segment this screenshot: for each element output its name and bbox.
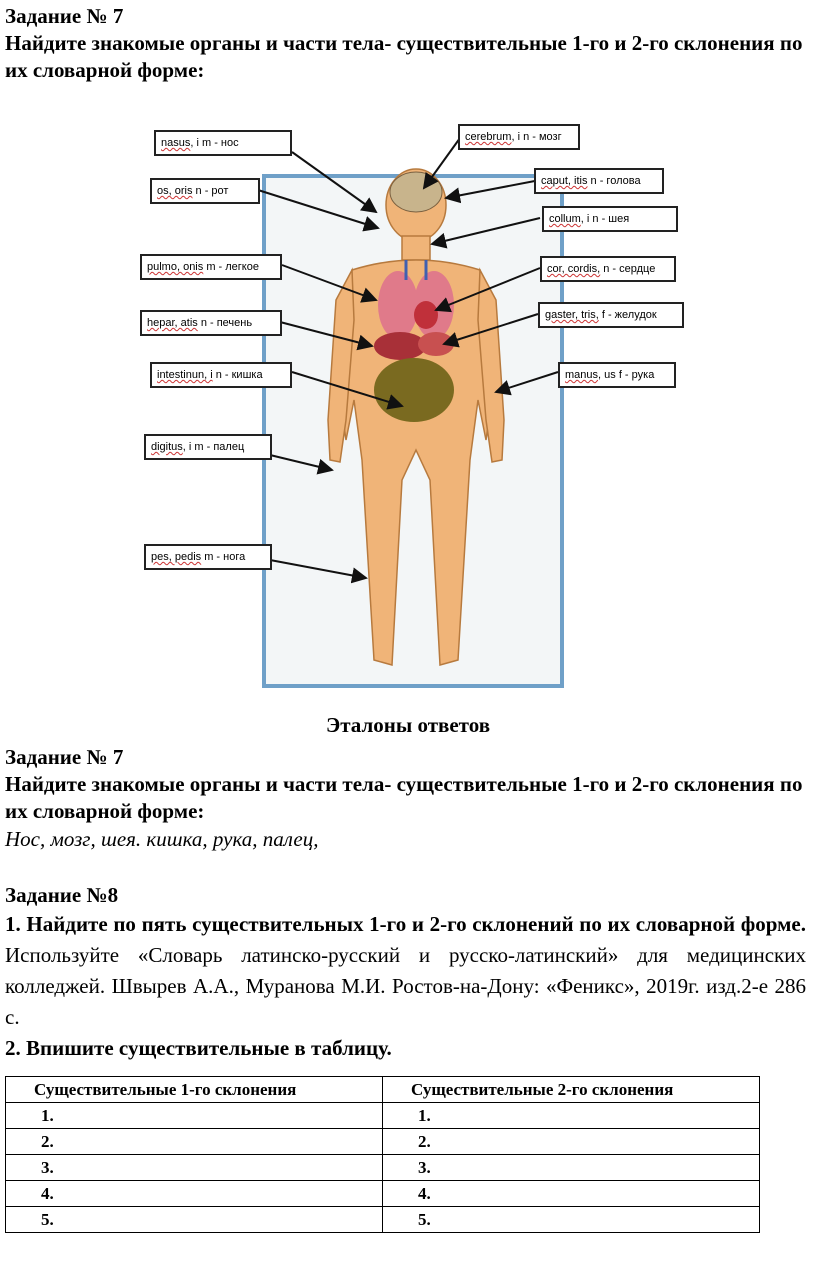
intestines — [374, 358, 454, 422]
body-organs-figure — [140, 100, 700, 690]
task8-item1-bold: 1. Найдите по пять существительных 1-го и 2-го склонений по их словарной форме. — [5, 912, 806, 936]
table-cell[interactable]: 1. — [383, 1103, 760, 1129]
task8-item2: 2. Впишите существительные в таблицу. — [5, 1036, 392, 1060]
table-row — [6, 1207, 760, 1233]
answers-text: Нос, мозг, шея. кишка, рука, палец, — [5, 827, 319, 851]
table-cell[interactable]: 5. — [6, 1207, 383, 1233]
table-cell[interactable]: 1. — [6, 1103, 383, 1129]
brain — [390, 172, 442, 212]
label-os: os, oris n - рот — [150, 178, 260, 204]
table-row — [6, 1181, 760, 1207]
label-caput: caput, itis n - голова — [534, 168, 664, 194]
label-intestinum: intestinun, i n - кишка — [150, 362, 292, 388]
answer-table — [5, 1076, 760, 1233]
label-pulmo: pulmo, onis m - легкое — [140, 254, 282, 280]
label-digitus: digitus, i m - палец — [144, 434, 272, 460]
table-row — [6, 1103, 760, 1129]
answers-heading: Эталоны ответов — [325, 713, 491, 737]
label-cerebrum: cerebrum, i n - мозг — [458, 124, 580, 150]
table-row — [6, 1129, 760, 1155]
task8-section — [5, 882, 806, 1062]
label-collum: collum, i n - шея — [542, 206, 678, 232]
task7-question: Найдите знакомые органы и части тела- существительные 1-го и 2-го склонения по их словарной форме: — [5, 31, 803, 82]
label-gaster: gaster, tris, f - желудок — [538, 302, 684, 328]
table-cell[interactable]: 2. — [383, 1129, 760, 1155]
table-header-col1: Существительные 1-го склонения — [6, 1077, 383, 1103]
answers-task-title: Задание № 7 — [5, 745, 124, 769]
task8-title: Задание №8 — [5, 883, 119, 907]
table-cell[interactable]: 2. — [6, 1129, 383, 1155]
label-hepar: hepar, atis n - печень — [140, 310, 282, 336]
heart — [414, 301, 438, 329]
table-row — [6, 1155, 760, 1181]
label-manus: manus, us f - рука — [558, 362, 676, 388]
task8-item1 — [5, 909, 806, 1033]
table-cell[interactable]: 4. — [383, 1181, 760, 1207]
stomach — [418, 332, 454, 356]
answers-question: Найдите знакомые органы и части тела- существительные 1-го и 2-го склонения по их словарной форме: — [5, 772, 803, 823]
table-header-col2: Существительные 2-го склонения — [383, 1077, 760, 1103]
table-cell[interactable]: 5. — [383, 1207, 760, 1233]
table-cell[interactable]: 4. — [6, 1181, 383, 1207]
task8-item1-rest: Используйте «Словарь латинско-русский и русско-латинский» для медицинских колледжей. Швырев А.А., Муранова М.И. Ростов-на-Дону: «Феникс», 2019г. изд.2-е 286 с. — [5, 943, 806, 1029]
table-cell[interactable]: 3. — [383, 1155, 760, 1181]
answers-section — [5, 744, 806, 853]
table-cell[interactable]: 3. — [6, 1155, 383, 1181]
task7-section — [5, 3, 806, 84]
liver — [374, 332, 426, 360]
left-lung — [378, 271, 418, 339]
label-cor: cor, cordis, n - сердце — [540, 256, 676, 282]
label-pes: pes, pedis m - нога — [144, 544, 272, 570]
label-nasus: nasus, i m - нос — [154, 130, 292, 156]
task7-title: Задание № 7 — [5, 4, 124, 28]
table-header-row — [6, 1077, 760, 1103]
